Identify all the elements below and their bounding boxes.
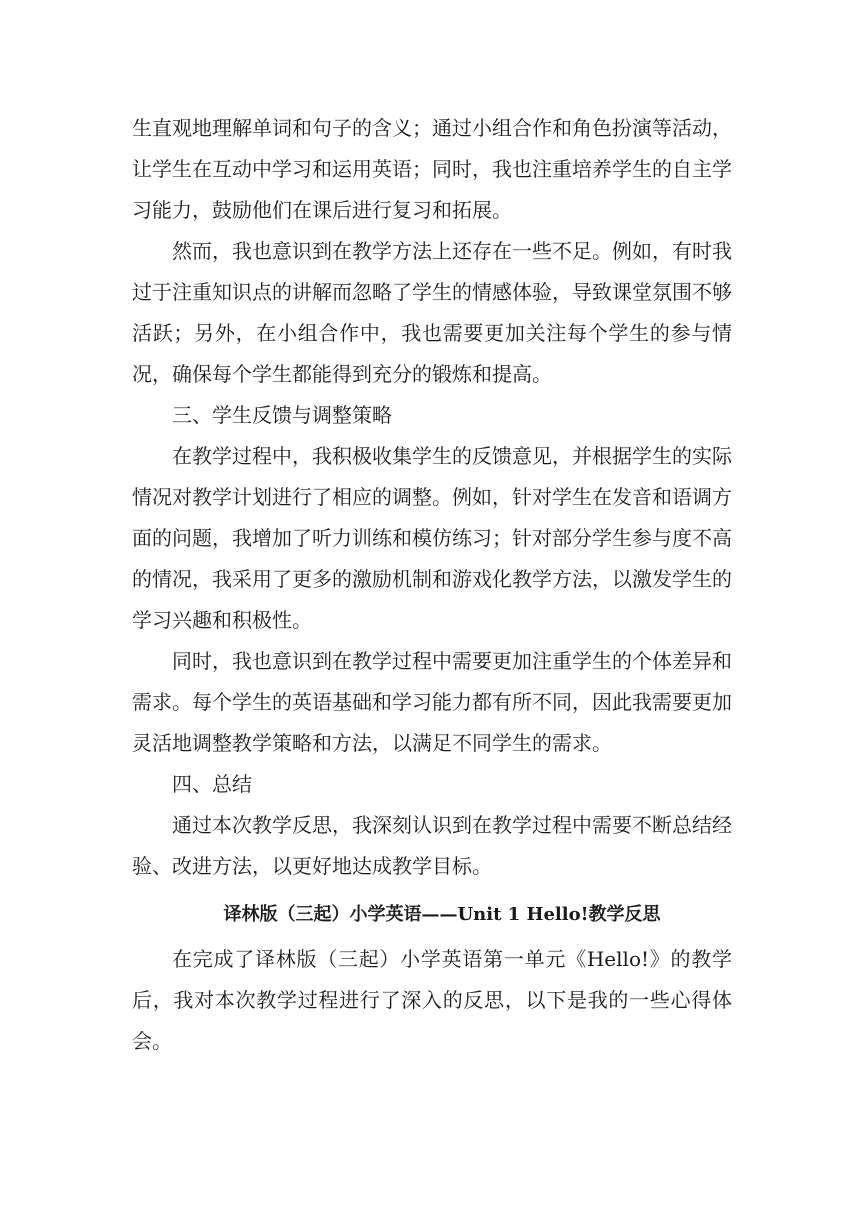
paragraph-individual-differences: 同时，我也意识到在教学过程中需要更加注重学生的个体差异和需求。每个学生的英语基础和学习能力都有所不同，因此我需要更加灵活地调整教学策略和方法，以满足不同学生的需求。: [132, 649, 732, 755]
section-heading-summary: 四、总结: [172, 772, 252, 796]
article-title: 译林版（三起）小学英语——Unit 1 Hello!教学反思: [223, 904, 661, 925]
section-heading-feedback: 三、学生反馈与调整策略: [172, 403, 392, 427]
document-page: [132, 108, 732, 1062]
paragraph-methods-continued: 生直观地理解单词和句子的含义；通过小组合作和角色扮演等活动，让学生在互动中学习和运用英语；同时，我也注重培养学生的自主学习能力，鼓励他们在课后进行复习和拓展。: [132, 116, 732, 222]
paragraph-shortcomings: 然而，我也意识到在教学方法上还存在一些不足。例如，有时我过于注重知识点的讲解而忽略了学生的情感体验，导致课堂氛围不够活跃；另外，在小组合作中，我也需要更加关注每个学生的参与情况，确保每个学生都能得到充分的锻炼和提高。: [132, 239, 732, 386]
paragraph-intro: 在完成了译林版（三起）小学英语第一单元《Hello!》的教学后，我对本次教学过程进行了深入的反思，以下是我的一些心得体会。: [132, 947, 732, 1053]
paragraph-summary: 通过本次教学反思，我深刻认识到在教学过程中需要不断总结经验、改进方法，以更好地达成教学目标。: [132, 813, 732, 878]
paragraph-feedback: 在教学过程中，我积极收集学生的反馈意见，并根据学生的实际情况对教学计划进行了相应的调整。例如，针对学生在发音和语调方面的问题，我增加了听力训练和模仿练习；针对部分学生参与度不高的情况，我采用了更多的激励机制和游戏化教学方法，以激发学生的学习兴趣和积极性。: [132, 444, 732, 632]
